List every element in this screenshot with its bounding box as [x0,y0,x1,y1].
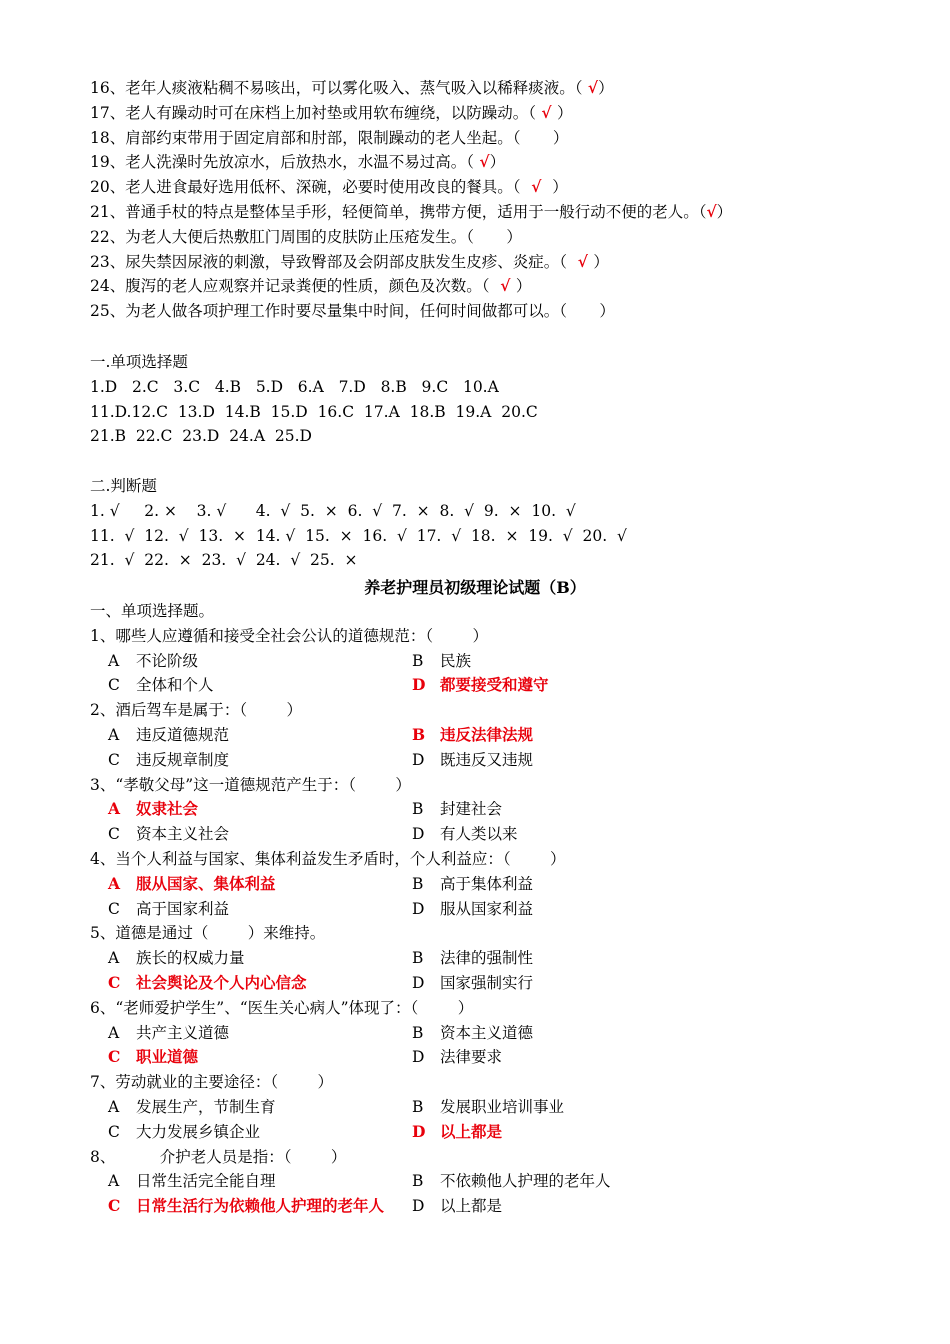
judgment-close: ） [552,128,569,147]
option-letter: A [108,799,121,819]
judgment-text: 16、老年人痰液粘稠不易咳出，可以雾化吸入、蒸气吸入以稀释痰液。（ [90,79,583,97]
check-mark: √ [489,276,516,296]
option-d [412,675,549,695]
judgment-close: ） [552,178,568,197]
option-letter: A [108,1172,120,1191]
option-text: 法律的强制性 [440,949,534,968]
option-text: 共产主义道德 [136,1023,230,1042]
option-d [412,1196,502,1216]
option-letter: B [412,1098,424,1116]
check-mark: √ [520,177,553,197]
judgment-item [90,252,609,272]
option-text: 既违反又违规 [440,750,534,769]
option-text: 国家强制实行 [440,974,534,992]
question-text: 2、酒后驾车是属于：（ ） [90,701,303,720]
option-text: 服从国家、集体利益 [136,873,276,893]
judgment-text: 21、普通手杖的特点是整体呈手形，轻便简单，携带方便，适用于一般行动不便的老人。（ [90,203,707,221]
option-letter: C [108,676,120,695]
option-c [108,1122,260,1142]
option-text: 民族 [440,651,472,670]
option-letter: C [108,825,120,844]
check-mark [474,227,506,246]
option-text: 全体和个人 [136,676,214,695]
option-text: 不依赖他人护理的老年人 [440,1172,611,1191]
check-mark: √ [582,78,599,97]
option-c [108,675,214,695]
question-text: 7、劳动就业的主要途径：（ ） [90,1073,334,1092]
option-b [412,1023,533,1043]
option-letter: B [412,725,426,744]
option-b [412,948,533,968]
option-letter: D [412,974,425,992]
judgment-item [90,202,732,222]
check-mark: √ [473,152,490,172]
option-letter: D [412,1197,425,1216]
option-letter: B [412,651,424,670]
judgment-close: ） [598,79,614,97]
option-d [412,899,533,919]
option-text: 日常生活完全能自理 [136,1172,276,1191]
judgment-text: 18、肩部约束带用于固定肩部和肘部，限制躁动的老人坐起。（ [90,128,521,147]
judgment-item [90,152,505,172]
option-text: 封建社会 [440,800,503,819]
option-text: 奴隶社会 [136,799,199,819]
option-letter: C [108,1122,120,1141]
judgment-item [90,301,615,321]
option-text: 有人类以来 [440,825,518,844]
option-c [108,899,229,919]
option-text: 发展职业培训事业 [440,1098,565,1116]
option-letter: D [412,1121,426,1141]
option-b [412,799,502,819]
option-letter: D [412,899,425,918]
option-letter: C [108,750,120,769]
option-letter: C [108,973,121,992]
option-letter: B [412,800,424,819]
option-letter: B [412,1172,424,1191]
judgment-text: 20、老人进食最好选用低杯、深碗，必要时使用改良的餐具。（ [90,178,521,197]
option-text: 违反法律法规 [440,725,534,744]
answer-line-single: 1.D 2.C 3.C 4.B 5.D 6.A 7.D 8.B 9.C 10.A [90,377,499,396]
option-b [412,1171,611,1191]
option-b [412,725,533,745]
option-letter: B [412,874,424,893]
judgment-item [90,103,572,123]
judgment-item [90,177,568,197]
judgment-close: ） [506,227,522,246]
option-text: 高于集体利益 [440,874,534,893]
option-text: 以上都是 [440,1197,503,1216]
question-text: 1、哪些人应遵循和接受全社会公认的道德规范：（ ） [90,626,489,645]
check-mark [520,128,552,147]
option-text: 族长的权威力量 [136,949,245,968]
option-letter: B [412,949,424,968]
option-letter: A [108,873,121,893]
option-text: 职业道德 [136,1047,199,1067]
option-text: 资本主义社会 [136,825,230,844]
option-a [108,874,276,894]
option-letter: D [412,825,425,844]
option-a [108,1171,276,1191]
option-letter: A [108,1098,120,1116]
option-letter: A [108,726,120,744]
option-b [412,874,533,894]
check-mark [567,301,599,320]
answer-line-single: 11.D.12.C 13.D 14.B 15.D 16.C 17.A 18.B 19.A 20.C [90,402,538,421]
option-letter: B [412,1023,424,1042]
option-a [108,1097,276,1117]
option-a [108,651,198,671]
judgment-text: 19、老人洗澡时先放凉水，后放热水，水温不易过高。（ [90,153,474,172]
exam-title: 养老护理员初级理论试题（B） [364,578,586,597]
judgment-close: ） [515,277,532,296]
option-a [108,799,198,819]
option-text: 服从国家利益 [440,899,534,918]
option-c [108,1196,384,1216]
judgment-item [90,227,522,247]
judgment-close: ） [716,203,733,221]
option-d [412,750,533,770]
judgment-item [90,78,614,98]
judgment-close: ） [593,252,609,271]
option-letter: A [108,949,120,968]
option-text: 不论阶级 [136,651,199,670]
option-a [108,1023,229,1043]
option-a [108,948,245,968]
answer-line-single: 21.B 22.C 23.D 24.A 25.D [90,427,312,446]
judgment-text: 22、为老人大便后热敷肛门周围的皮肤防止压疮发生。（ [90,227,474,246]
option-c [108,1047,198,1067]
option-letter: A [108,1023,120,1042]
option-d [412,824,518,844]
judgment-text: 23、尿失禁因尿液的刺激，导致臀部及会阴部皮肤发生皮疹、炎症。（ [90,252,567,271]
check-mark: √ [535,102,557,122]
option-text: 都要接受和遵守 [440,675,549,695]
judgment-close: ） [599,302,615,321]
answer-line-judge: 1. √ 2. × 3. √ 4. √ 5. × 6. √ 7. × 8. √ 9. × 10. √ [90,501,576,520]
option-letter: D [412,675,426,695]
option-text: 违反规章制度 [136,750,230,769]
check-mark: √ [566,251,594,271]
option-c [108,750,229,770]
option-c [108,824,229,844]
question-text: 6、“老师爱护学生”、“医生关心病人”体现了：（ ） [90,998,474,1017]
judgment-text: 24、腹泻的老人应观察并记录粪便的性质，颜色及次数。（ [90,277,490,296]
judgment-text: 25、为老人做各项护理工作时要尽量集中时间，任何时间做都可以。（ [90,302,567,321]
judgment-item [90,128,568,148]
option-letter: C [108,1047,121,1067]
option-d [412,1047,502,1067]
judgment-close: ） [489,153,506,172]
option-text: 资本主义道德 [440,1023,534,1042]
question-text: 3、“孝敬父母”这一道德规范产生于：（ ） [90,775,411,794]
option-text: 日常生活行为依赖他人护理的老年人 [136,1196,385,1216]
question-text: 5、道德是通过（ ）来维持。 [90,924,326,943]
answer-heading-single: 一.单项选择题 [90,353,188,371]
option-text: 大力发展乡镇企业 [136,1122,261,1141]
option-b [412,1097,564,1117]
option-text: 以上都是 [440,1121,503,1141]
answer-line-judge: 11. √ 12. √ 13. × 14. √ 15. × 16. √ 17. √ 18. × 19. √ 20. √ [90,526,627,545]
option-text: 社会舆论及个人内心信念 [136,973,307,992]
section-heading: 一、单项选择题。 [90,602,215,620]
option-text: 发展生产，节制生育 [136,1098,276,1116]
judgment-text: 17、老人有躁动时可在床档上加衬垫或用软布缠绕，以防躁动。（ [90,103,536,122]
answer-line-judge: 21. √ 22. × 23. √ 24. √ 25. × [90,551,358,570]
option-b [412,651,471,671]
option-text: 法律要求 [440,1048,503,1067]
judgment-close: ） [556,103,573,122]
option-text: 高于国家利益 [136,899,230,918]
check-mark: √ [706,202,717,221]
question-text: 8、 介护老人员是指：（ ） [90,1147,347,1166]
option-text: 违反道德规范 [136,726,230,744]
answer-heading-judge: 二.判断题 [90,477,157,495]
judgment-item [90,276,531,296]
option-d [412,973,533,993]
option-d [412,1122,502,1142]
option-a [108,725,229,745]
option-letter: D [412,1048,425,1067]
option-letter: D [412,750,425,769]
option-letter: C [108,1196,121,1216]
option-letter: C [108,899,120,918]
option-letter: A [108,651,120,670]
option-c [108,973,307,993]
question-text: 4、当个人利益与国家、集体利益发生矛盾时，个人利益应：（ ） [90,850,566,868]
